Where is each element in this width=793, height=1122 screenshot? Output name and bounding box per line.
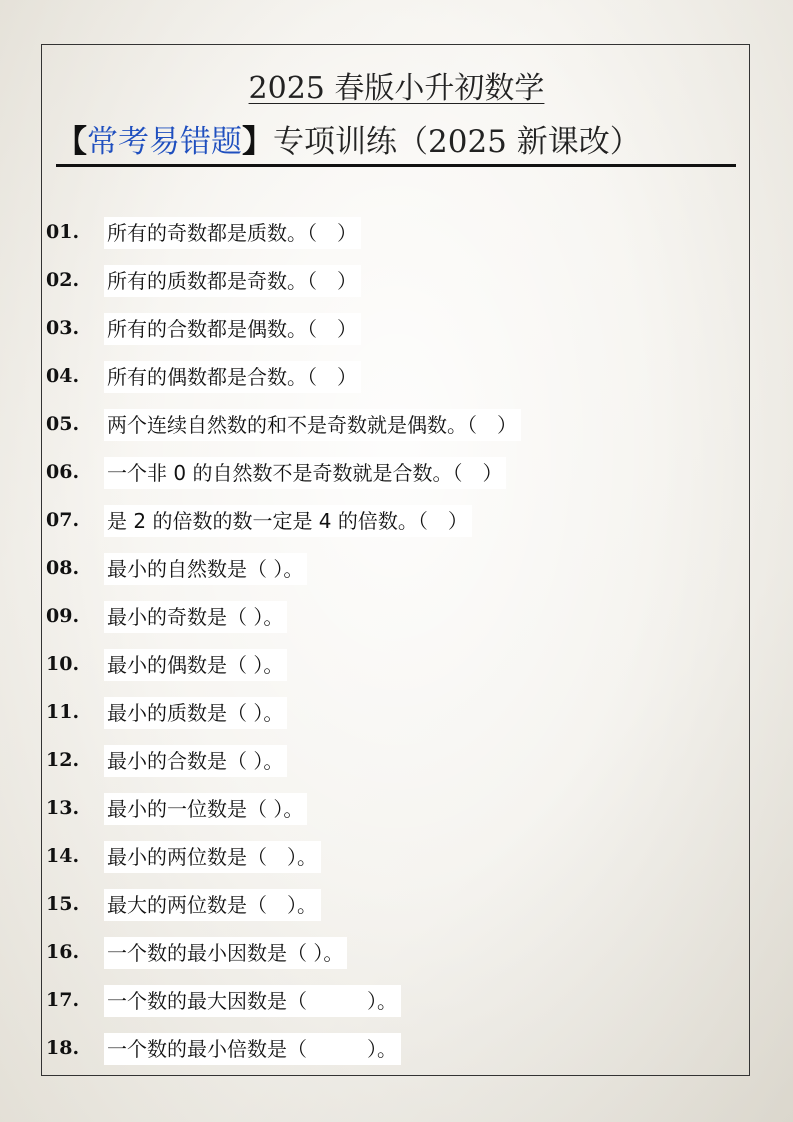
question-number: 02. — [46, 269, 80, 291]
question-number: 07. — [46, 509, 80, 531]
question-text: 最大的两位数是（ ）。 — [104, 889, 321, 921]
question-number: 06. — [46, 461, 80, 483]
question-number: 01. — [46, 221, 80, 243]
page-title-text: 2025 春版小升初数学 — [248, 71, 545, 106]
question-number: 03. — [46, 317, 80, 339]
question-text: 两个连续自然数的和不是奇数就是偶数。（ ） — [104, 409, 521, 441]
question-text: 所有的合数都是偶数。（ ） — [104, 313, 361, 345]
question-text: 一个数的最大因数是（ ）。 — [104, 985, 401, 1017]
question-text: 最小的合数是（ ）。 — [104, 745, 287, 777]
worksheet — [41, 44, 750, 1076]
page-subtitle — [56, 122, 736, 167]
question-text: 一个非 0 的自然数不是奇数就是合数。（ ） — [104, 457, 506, 489]
question-text: 所有的奇数都是质数。（ ） — [104, 217, 361, 249]
question-number: 15. — [46, 893, 80, 915]
question-text: 最小的一位数是（ ）。 — [104, 793, 307, 825]
question-number: 17. — [46, 989, 80, 1011]
question-text: 最小的两位数是（ ）。 — [104, 841, 321, 873]
question-text: 最小的质数是（ ）。 — [104, 697, 287, 729]
question-number: 13. — [46, 797, 80, 819]
subtitle-rest: 专项训练（2025 新课改） — [273, 124, 641, 160]
question-text: 最小的奇数是（ ）。 — [104, 601, 287, 633]
question-number: 12. — [46, 749, 80, 771]
question-number: 18. — [46, 1037, 80, 1059]
question-number: 08. — [46, 557, 80, 579]
question-text: 所有的偶数都是合数。（ ） — [104, 361, 361, 393]
question-number: 05. — [46, 413, 80, 435]
question-number: 11. — [46, 701, 80, 723]
subtitle-highlight: 常考易错题 — [87, 124, 242, 160]
subtitle-open-bracket: 【 — [56, 124, 87, 160]
question-number: 16. — [46, 941, 80, 963]
question-text: 最小的自然数是（ ）。 — [104, 553, 307, 585]
question-text: 最小的偶数是（ ）。 — [104, 649, 287, 681]
question-number: 10. — [46, 653, 80, 675]
question-text: 是 2 的倍数的数一定是 4 的倍数。（ ） — [104, 505, 472, 537]
question-text: 一个数的最小倍数是（ ）。 — [104, 1033, 401, 1065]
question-text: 一个数的最小因数是（ ）。 — [104, 937, 347, 969]
question-text: 所有的质数都是奇数。（ ） — [104, 265, 361, 297]
subtitle-close-bracket: 】 — [242, 124, 273, 160]
question-number: 14. — [46, 845, 80, 867]
page-title — [42, 63, 751, 107]
question-number: 04. — [46, 365, 80, 387]
question-number: 09. — [46, 605, 80, 627]
